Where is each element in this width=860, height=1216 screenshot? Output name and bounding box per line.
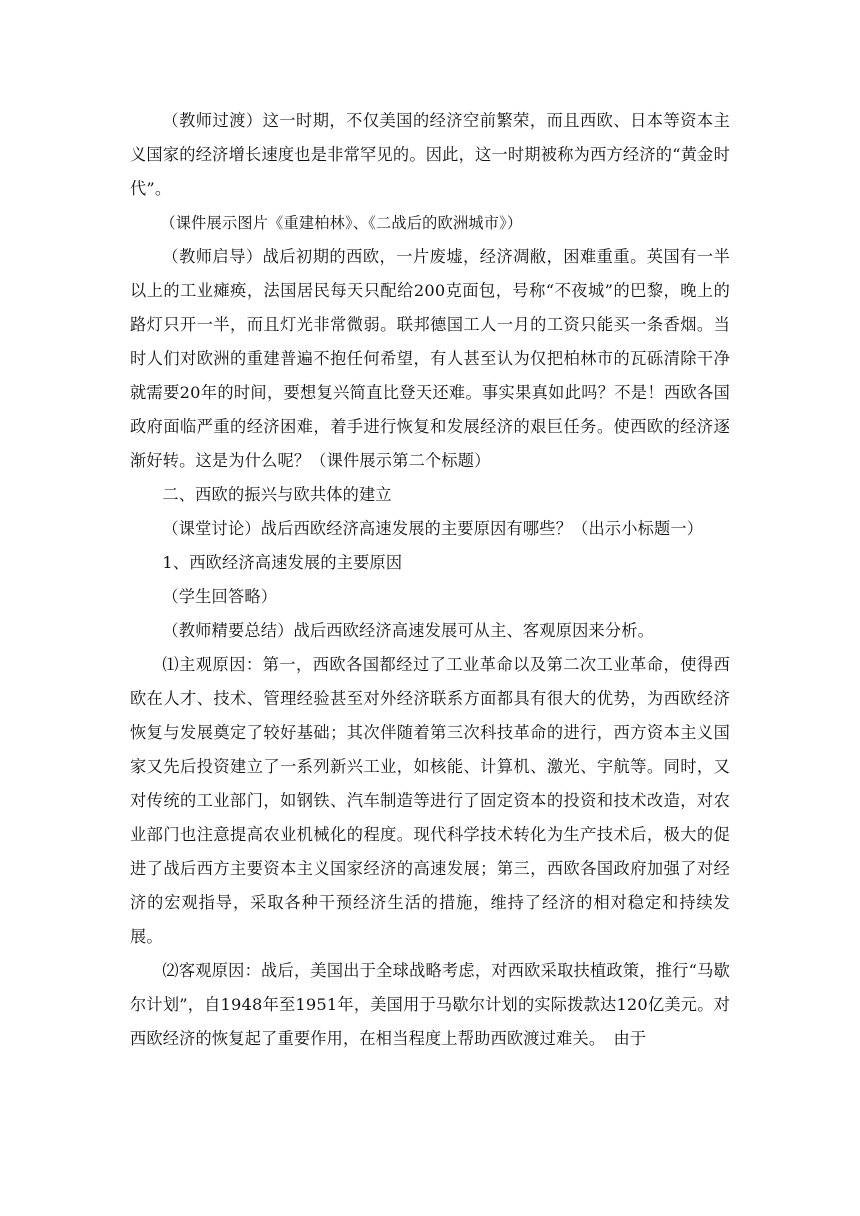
section-heading: 二、西欧的振兴与欧共体的建立	[162, 485, 392, 504]
paragraph-subjective-reasons: ⑴主观原因：第一，西欧各国都经过了工业革命以及第二次工业革命，使得西欧在人才、技术、管理经验甚至对外经济联系方面都具有很大的优势，为西欧经济恢复与发展奠定了较好基础；其次伴随着第三次科技革命的进行，西方资本主义国家又先后投资建立了一系列新兴工业，如核能、计算机、激光、宇航等。同时，又对传统的工业部门，如钢铁、汽车制造等进行了固定资本的投资和技术改造，对农业部门也注意提高农业机械化的程度。现代科学技术转化为生产技术后，极大的促进了战后西方主要资本主义国家经济的高速发展；第三，西欧各国政府加强了对经济的宏观指导，采取各种干预经济生活的措施，维持了经济的相对稳定和持续发展。	[130, 655, 730, 946]
paragraph-teacher-summary: （教师精要总结）战后西欧经济高速发展可从主、客观原因来分析。	[162, 621, 655, 640]
paragraph-class-discussion: （课堂讨论）战后西欧经济高速发展的主要原因有哪些？（出示小标题一）	[162, 519, 704, 538]
paragraph-teacher-transition: （教师过渡）这一时期，不仅美国的经济空前繁荣，而且西欧、日本等资本主义国家的经济增长速度也是非常罕见的。因此，这一时期被称为西方经济的“黄金时代”。	[130, 111, 730, 198]
subsection-heading: 1、西欧经济高速发展的主要原因	[162, 553, 403, 572]
paragraph-student-answer: （学生回答略）	[162, 587, 278, 606]
paragraph-teacher-guide: （教师启导）战后初期的西欧，一片废墟，经济凋敝，困难重重。英国有一半以上的工业瘫痪，法国居民每天只配给200克面包，号称“不夜城”的巴黎，晚上的路灯只开一半，而且灯光非常微弱。联邦德国工人一月的工资只能买一条香烟。当时人们对欧洲的重建普遍不抱任何希望，有人甚至认为仅把柏林市的瓦砾清除干净就需要20年的时间，要想复兴简直比登天还难。事实果真如此吗？不是！西欧各国政府面临严重的经济困难，着手进行恢复和发展经济的艰巨任务。使西欧的经济逐渐好转。这是为什么呢？（课件展示第二个标题）	[130, 247, 730, 470]
document-body	[130, 104, 730, 1056]
paragraph-objective-reasons: ⑵客观原因：战后，美国出于全球战略考虑，对西欧采取扶植政策，推行“马歇尔计划”，自1948年至1951年，美国用于马歇尔计划的实际拨款达120亿美元。对西欧经济的恢复起了重要作用，在相当程度上帮助西欧渡过难关。 由于	[130, 961, 730, 1048]
paragraph-courseware-images: （课件展示图片《重建柏林》、《二战后的欧洲城市》）	[160, 214, 523, 232]
